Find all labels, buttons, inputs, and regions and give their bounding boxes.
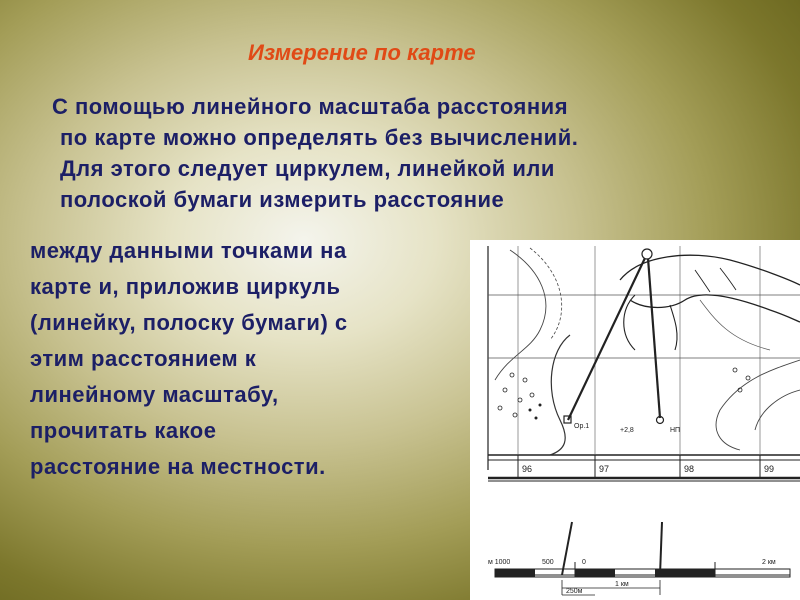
intro-line: полоской бумаги измерить расстояние xyxy=(60,187,505,212)
scale-label: м 1000 xyxy=(488,559,511,566)
scale-label: 1 км xyxy=(615,581,629,588)
elevation-label: +2,8 xyxy=(620,427,634,434)
grid-label: 97 xyxy=(599,464,610,474)
body-line: между данными точками на xyxy=(30,238,347,263)
body-line: (линейку, полоску бумаги) с xyxy=(30,310,348,335)
map-point-label: НП xyxy=(670,427,681,434)
intro-line: С помощью линейного масштаба расстояния xyxy=(52,94,569,119)
grid-label: 98 xyxy=(684,464,695,474)
intro-line: по карте можно определять без вычислений. xyxy=(60,125,579,150)
intro-line: Для этого следует циркулем, линейкой или xyxy=(60,156,555,181)
map-drawing xyxy=(470,240,800,600)
body-line: этим расстоянием к xyxy=(30,346,257,371)
scale-label: 0 xyxy=(582,559,586,566)
slide-title: Измерение по карте xyxy=(248,40,476,65)
body-line: линейному масштабу, xyxy=(30,382,279,407)
grid-label: 99 xyxy=(764,464,775,474)
body-line: карте и, приложив циркуль xyxy=(30,274,341,299)
scale-label: 500 xyxy=(542,559,554,566)
map-illustration xyxy=(470,240,800,600)
scale-label: 2 км xyxy=(762,559,776,566)
map-point-label: Ор.1 xyxy=(574,423,590,430)
grid-label: 96 xyxy=(522,464,533,474)
body-line: расстояние на местности. xyxy=(30,454,326,479)
measured-distance-label: 250м xyxy=(566,588,583,595)
body-line: прочитать какое xyxy=(30,418,217,443)
